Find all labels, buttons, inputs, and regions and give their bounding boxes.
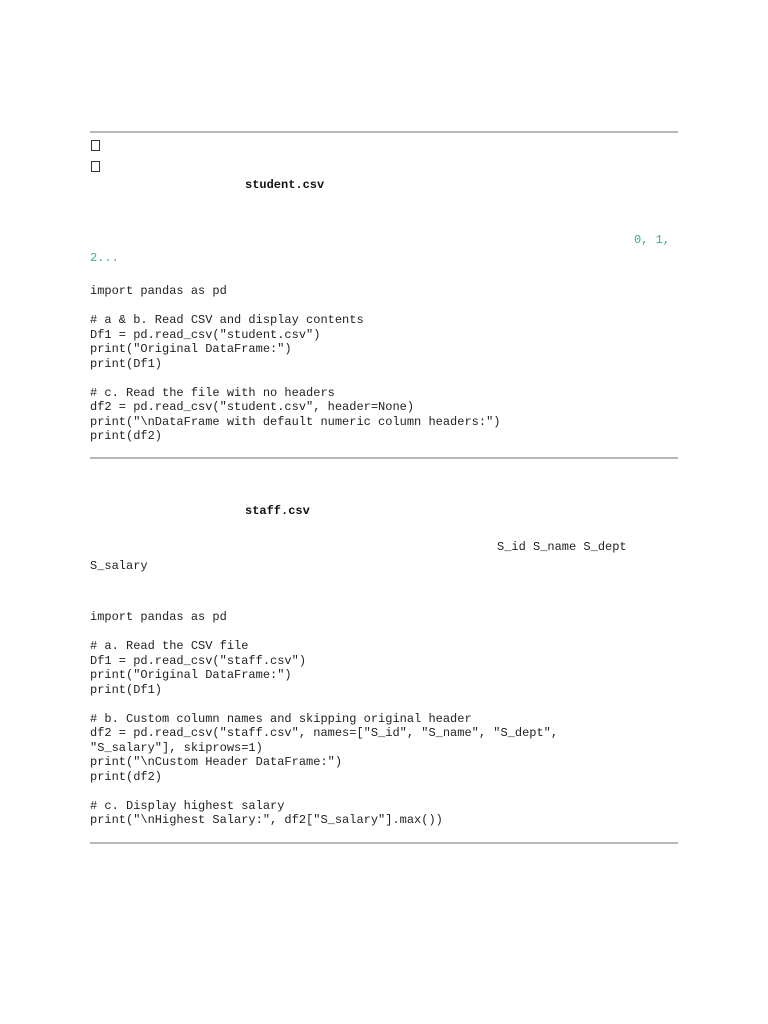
code-line: # c. Read the file with no headers: [90, 385, 335, 400]
code-line: # b. Custom column names and skipping original header: [90, 711, 472, 726]
code-line: print("Original DataFrame:"): [90, 668, 292, 682]
student-code-block: [90, 284, 500, 444]
code-line: Df1 = pd.read_csv("student.csv"): [90, 327, 321, 342]
code-line: print(Df1): [90, 356, 163, 371]
code-line: # a & b. Read CSV and display contents: [90, 313, 364, 327]
code-line: print("\nHighest Salary:", df2["S_salary"].max()): [90, 813, 443, 827]
code-line: [90, 299, 500, 314]
index-labels-text-continued: 2...: [90, 251, 119, 265]
top-divider: [90, 131, 678, 133]
code-line: df2 = pd.read_csv("staff.csv", names=["S_id", "S_name", "S_dept",: [90, 726, 559, 740]
code-line: [90, 371, 500, 386]
index-labels-text: 0, 1,: [634, 233, 671, 247]
code-line: print(df2): [90, 429, 163, 443]
code-line: import pandas as pd: [90, 284, 227, 298]
column-names-text: S_id S_name S_dept: [497, 540, 627, 554]
staff-code-block: [90, 610, 558, 828]
column-names-text-continued: S_salary: [90, 559, 148, 573]
code-line: [90, 784, 558, 799]
code-line: print(Df1): [90, 682, 163, 697]
code-line: print("\nCustom Header DataFrame:"): [90, 755, 343, 769]
staff-csv-filename: staff.csv: [245, 504, 310, 518]
code-line: print("Original DataFrame:"): [90, 342, 292, 356]
code-line: print(df2): [90, 769, 163, 784]
missing-glyph-icon: [91, 140, 100, 151]
code-line: [90, 697, 558, 712]
section-divider: [90, 457, 678, 459]
student-csv-filename: student.csv: [245, 178, 325, 192]
code-line: print("\nDataFrame with default numeric column headers:"): [90, 414, 501, 429]
code-line: [90, 625, 558, 640]
missing-glyph-icon: [91, 161, 100, 172]
code-line: df2 = pd.read_csv("student.csv", header=None): [90, 400, 415, 414]
code-line: # c. Display highest salary: [90, 798, 285, 813]
code-line: import pandas as pd: [90, 610, 227, 624]
bottom-divider: [90, 842, 678, 844]
code-line: # a. Read the CSV file: [90, 639, 249, 653]
code-line: "S_salary"], skiprows=1): [90, 740, 263, 755]
code-line: Df1 = pd.read_csv("staff.csv"): [90, 653, 307, 668]
